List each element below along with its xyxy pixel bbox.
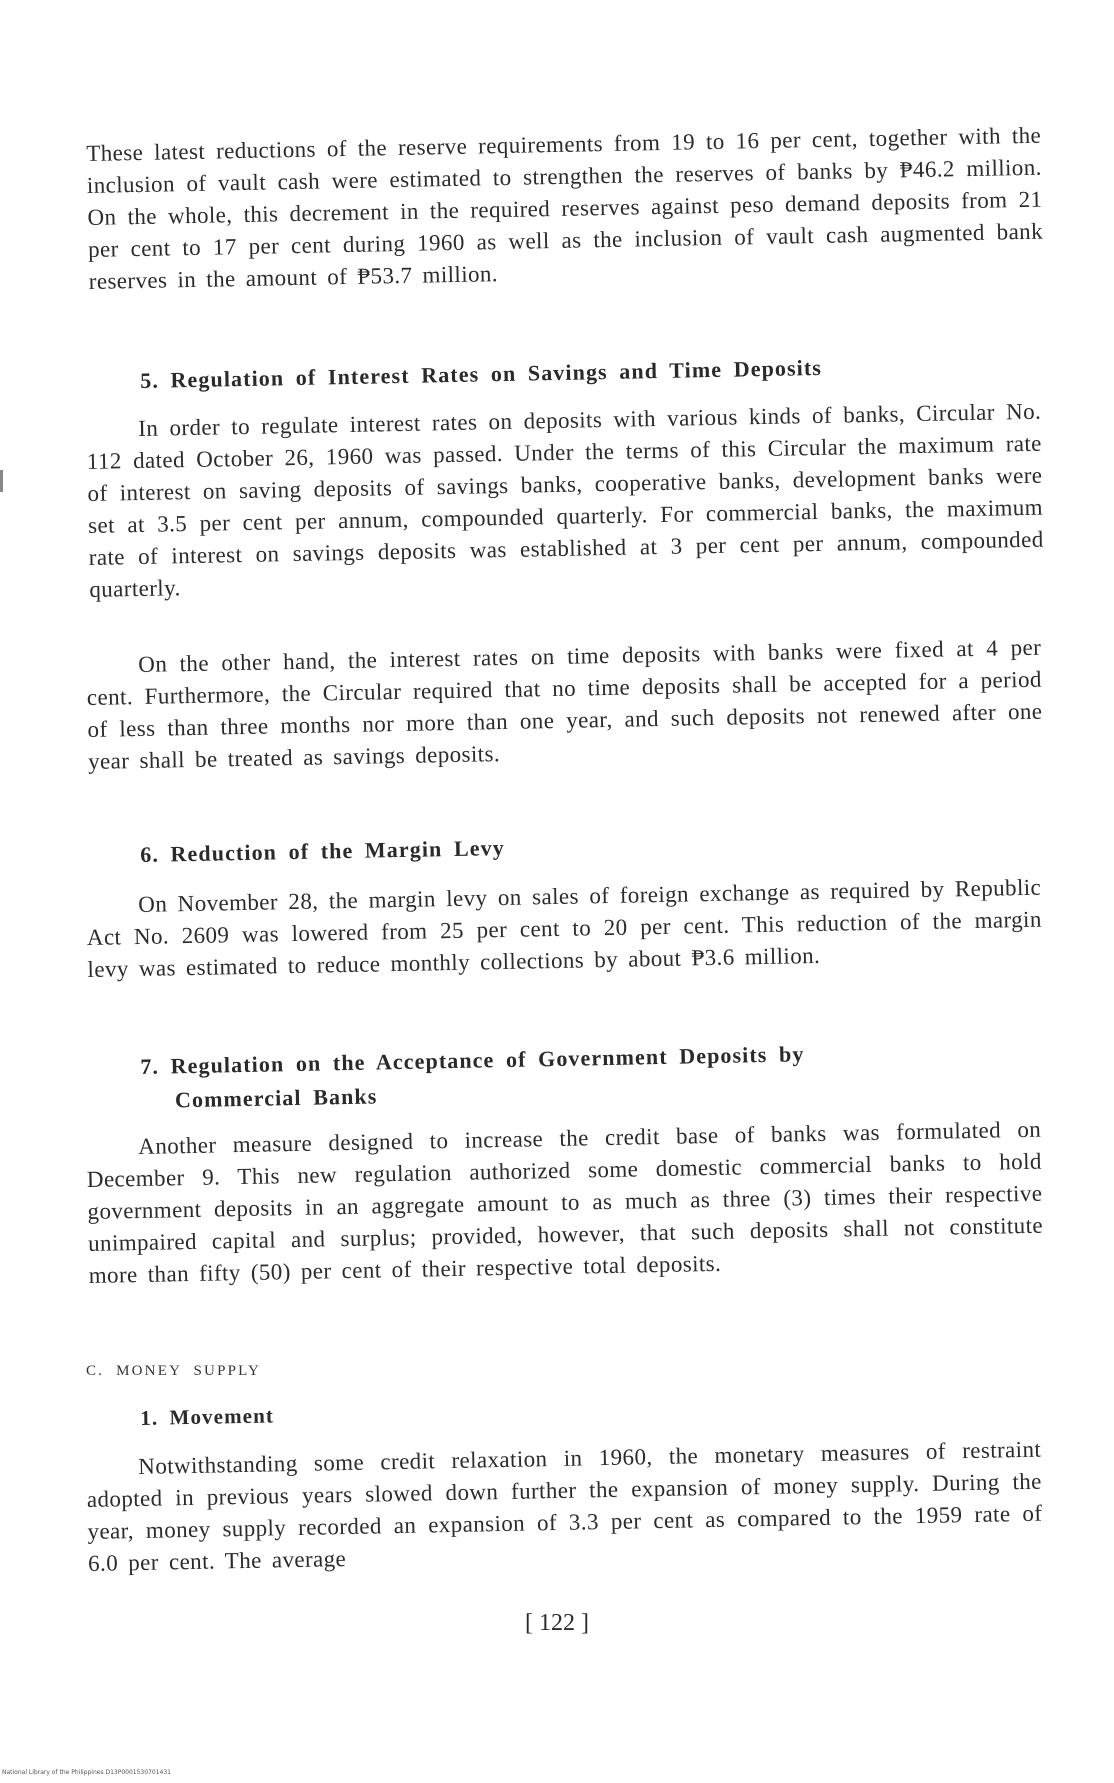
heading-section-7	[140, 1035, 941, 1118]
paragraph-section-5-2: On the other hand, the interest rates on time deposits with banks were fixed at 4 per cent. Furthermore, the Circular required that no time deposits shall be accepted for a period of less than three months nor more than one year, and such deposits not renewed after one year shall be treated as savings deposits.	[86, 634, 1043, 774]
scan-edge-mark	[0, 470, 3, 492]
heading-section-7-line-1: 7. Regulation on the Acceptance of Government Deposits by	[140, 1041, 805, 1079]
heading-section-7-line-2: Commercial Banks	[174, 1083, 378, 1113]
paragraph-section-c-1: Notwithstanding some credit relaxation in 1960, the monetary measures of restraint adopted in previous years slowed down further the expansion of money supply. During the year, money supply recorded an expansion of 3.3 per cent as compared to the 1959 rate of 6.0 per cent. The average	[86, 1436, 1043, 1576]
heading-section-6: 6. Reduction of the Margin Levy	[140, 834, 506, 867]
library-stamp: National Library of the Philippines D13P0001530701431	[2, 1769, 171, 1776]
paragraph-section-6-1: On November 28, the margin levy on sales of foreign exchange as required by Republic Act No. 2609 was lowered from 25 per cent to 20 per cent. This reduction of the margin levy was estimated to reduce monthly collections by about ₱3.6 million.	[86, 874, 1042, 982]
paragraph-section-5-1: In order to regulate interest rates on deposits with various kinds of banks, Circular No. 112 dated October 26, 1960 was passed. Under the terms of this Circular the maximum rate of interest on saving deposits of savings banks, cooperative banks, development banks were set at 3.5 per cent per annum, compounded quarterly. For commercial banks, the maximum rate of interest on savings deposits was established at 3 per cent per annum, compounded quarterly.	[86, 398, 1044, 602]
heading-section-c-1: 1. Movement	[140, 1403, 275, 1430]
section-c-label: C. MONEY SUPPLY	[86, 1363, 262, 1379]
paragraph-intro: These latest reductions of the reserve requirements from 19 to 16 per cent, together with the inclusion of vault cash were estimated to strengthen the reserves of banks by ₱46.2 million. On the whole, this decrement in the required reserves against peso demand deposits from 21 per cent to 17 per cent during 1960 as well as the inclusion of vault cash augmented bank reserves in the amount of ₱53.7 million.	[86, 122, 1044, 294]
page-number: [ 122 ]	[525, 1610, 589, 1636]
paragraph-section-7-1: Another measure designed to increase the credit base of banks was formulated on December 9. This new regulation authorized some domestic commercial banks to hold government deposits in an aggregate amount to as much as three (3) times their respective unimpaired capital and surplus; provided, however, that such deposits shall not constitute more than fifty (50) per cent of their respective total deposits.	[86, 1116, 1044, 1288]
heading-section-5: 5. Regulation of Interest Rates on Savings and Time Deposits	[140, 354, 823, 393]
